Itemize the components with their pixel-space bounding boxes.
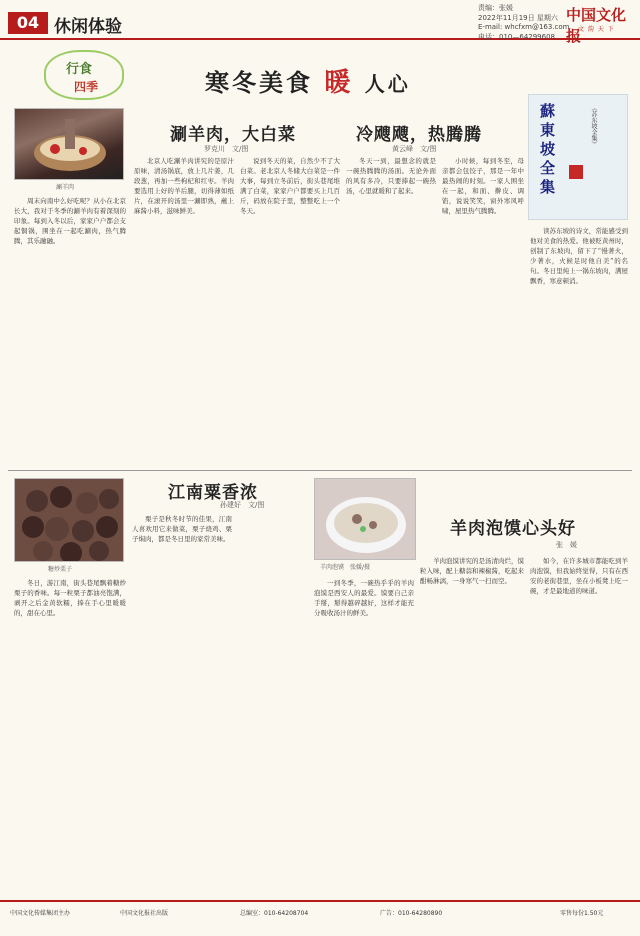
column-logo <box>14 48 164 104</box>
article4-para3: 如今，在许多城市都能吃到羊肉泡馍，但我始终觉得，只有在西安的老街巷里，坐在小板凳上吃一碗，才是最地道的味道。 <box>530 557 628 595</box>
page-header <box>0 0 640 45</box>
article4-author: 张 媛 <box>556 541 577 549</box>
book-seal <box>569 165 583 179</box>
chestnut-photo <box>14 478 124 562</box>
page-number: 04 <box>8 12 48 34</box>
book-title: 蘇東坡全集 <box>538 103 556 198</box>
article1-para2: 北京人吃涮羊肉讲究的是原汁原味，清汤锅底，放上几片姜，几段葱，再加一些枸杞和红枣。羊肉要选用上好的羊后腿，切得薄如纸片，在滚开的汤里一涮即熟，蘸上麻酱小料，滋味鲜美。 <box>134 157 234 215</box>
footer-phone-ads: 广告：010-64280890 <box>380 910 443 917</box>
article1-author: 罗克川 文/图 <box>204 145 249 153</box>
article3-photo-caption: 糖炒栗子 <box>48 566 73 573</box>
section-divider <box>8 470 632 471</box>
article4-column2 <box>420 556 524 896</box>
mutton-soup-illustration <box>315 479 416 560</box>
meta-email: E-mail: whcfxm@163.com <box>478 23 570 31</box>
article2-para3: 读苏东坡的诗文，常能感受到他对美食的热爱。他被贬黄州时，创制了东坡肉，留下了“慢著火，少著水，火候足时他自美”的名句。冬日里炖上一锅东坡肉，满屋飘香，寒意顿消。 <box>530 227 628 285</box>
footer-phone-editorial: 总编室：010-64208704 <box>240 910 309 917</box>
section-title: 休闲体验 <box>54 17 122 37</box>
article4-title: 羊肉泡馍心头好 <box>450 519 576 539</box>
page-footer <box>0 900 640 936</box>
article4-photo-caption: 羊肉泡馍 张媛/摄 <box>320 564 371 571</box>
article1-para3: 说到冬天的菜，自然少不了大白菜。老北京人冬储大白菜是一件大事，每到立冬前后，街头巷尾堆满了白菜，家家户户都要买上几百斤，码放在院子里，整整吃上一个冬天。 <box>240 157 340 215</box>
article4-column1 <box>314 578 414 896</box>
headline-pre: 寒冬美食 <box>205 68 313 97</box>
article4-para1: 一到冬季，一碗热乎乎的羊肉泡馍是西安人的最爱。馍要自己亲手掰，掰得越碎越好，这样才能充分吸收汤汁的鲜美。 <box>314 579 414 617</box>
article3-para2: 栗子是秋冬时节的佳果，江南人喜欢用它来做菜，栗子烧鸡、栗子焖肉，都是冬日里的家常美味。 <box>132 515 232 543</box>
footer-publisher: 中国文化传媒集团主办 <box>10 910 71 917</box>
article2-para2: 小时候，每到冬至，母亲都会包饺子，那是一年中最热闹的时刻。一家人围坐在一起，和面、擀皮、调馅，说说笑笑，窗外寒风呼啸，屋里热气腾腾。 <box>442 157 524 215</box>
article4-para2: 羊肉泡馍讲究的是汤清肉烂，馍粒入味，配上糖蒜和辣椒酱，吃起来酣畅淋漓，一身寒气一扫而空。 <box>420 557 524 585</box>
article1-title: 涮羊肉，大白菜 <box>170 125 296 145</box>
hotpot-illustration <box>15 109 124 180</box>
page-meta <box>478 4 570 42</box>
article2-author: 黄云峰 文/图 <box>392 145 437 153</box>
article3-author: 孙建好 文/图 <box>220 501 265 509</box>
article4-column3 <box>530 556 628 896</box>
article2-title: 冷飕飕，热腾腾 <box>356 125 482 145</box>
logo-line2: 四季 <box>74 80 99 94</box>
article3-para1: 冬日，游江南，街头巷尾飘着糖炒栗子的香味。每一粒栗子都油亮饱满，剥开之后金黄软糯，捧在手心里暖暖的，甜在心里。 <box>14 579 126 617</box>
newspaper-masthead: 中国文化报 <box>566 6 627 45</box>
meta-date: 2022年11月19日 星期六 <box>478 13 558 22</box>
mutton-soup-photo <box>314 478 416 560</box>
article1-para1: 周末向南中么好吃呢？从小在北京长大，我对于冬季的涮羊肉有着深刻的印象。每到入冬以后，家家户户都会支起铜锅，围坐在一起吃涮肉，热气腾腾，其乐融融。 <box>14 197 126 245</box>
meta-phone: 电话：010—64299608 <box>478 32 555 41</box>
logo-line1: 行食 <box>66 62 93 77</box>
book-cover-image <box>528 94 628 220</box>
chestnut-illustration <box>15 479 124 562</box>
article3-column1 <box>14 578 126 896</box>
headline-highlight: 暖 <box>324 68 354 98</box>
article3-title: 江南粟香浓 <box>168 483 258 503</box>
article2-para1: 冬天一到，最想念的就是一碗热腾腾的汤面。无论外面的风有多冷，只要捧起一碗热汤，心里就暖和了起来。 <box>346 157 436 195</box>
headline-post: 人心 <box>364 72 411 96</box>
meta-editor: 责编：张媛 <box>478 4 513 12</box>
footer-press: 中国文化报社出版 <box>120 910 169 917</box>
book-caption: 《苏东坡全集》 <box>590 105 597 147</box>
main-headline <box>205 62 411 99</box>
hotpot-photo <box>14 108 124 180</box>
footer-price: 零售每份1.50元 <box>560 910 604 917</box>
article1-photo-caption: 涮羊肉 <box>56 184 75 191</box>
masthead-slogan: 文 韵 天 下 <box>578 26 615 33</box>
article3-column2 <box>132 514 232 896</box>
